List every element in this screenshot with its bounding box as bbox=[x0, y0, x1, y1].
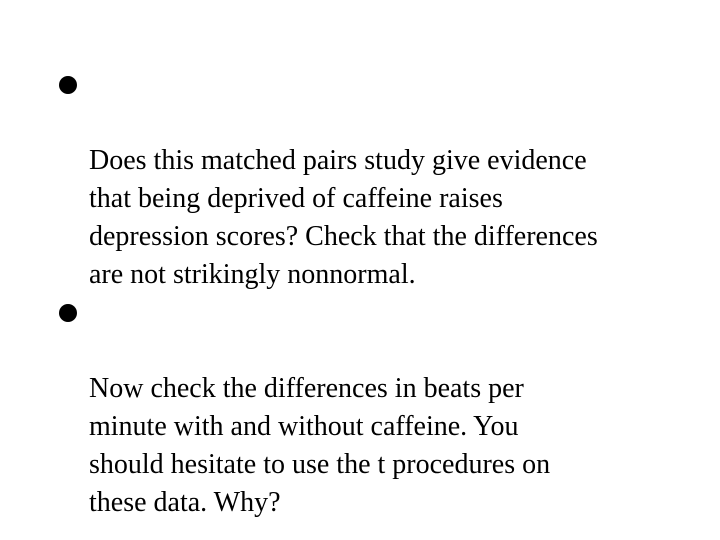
bullet-item-heart-rate bbox=[58, 294, 698, 522]
bullet-dot-icon bbox=[59, 304, 77, 322]
bullet-text: Now check the differences in beats per minute with and without caffeine. You should hesitate to use the t procedures on these data. Why? bbox=[89, 373, 551, 518]
bullet-dot-icon bbox=[59, 76, 77, 94]
bullet-item-caffeine-depression bbox=[58, 66, 698, 294]
bullet-list bbox=[58, 66, 698, 522]
bullet-text: Does this matched pairs study give evidence that being deprived of caffeine raises depression scores? Check that the differences are not strikingly nonnormal. bbox=[89, 145, 598, 290]
